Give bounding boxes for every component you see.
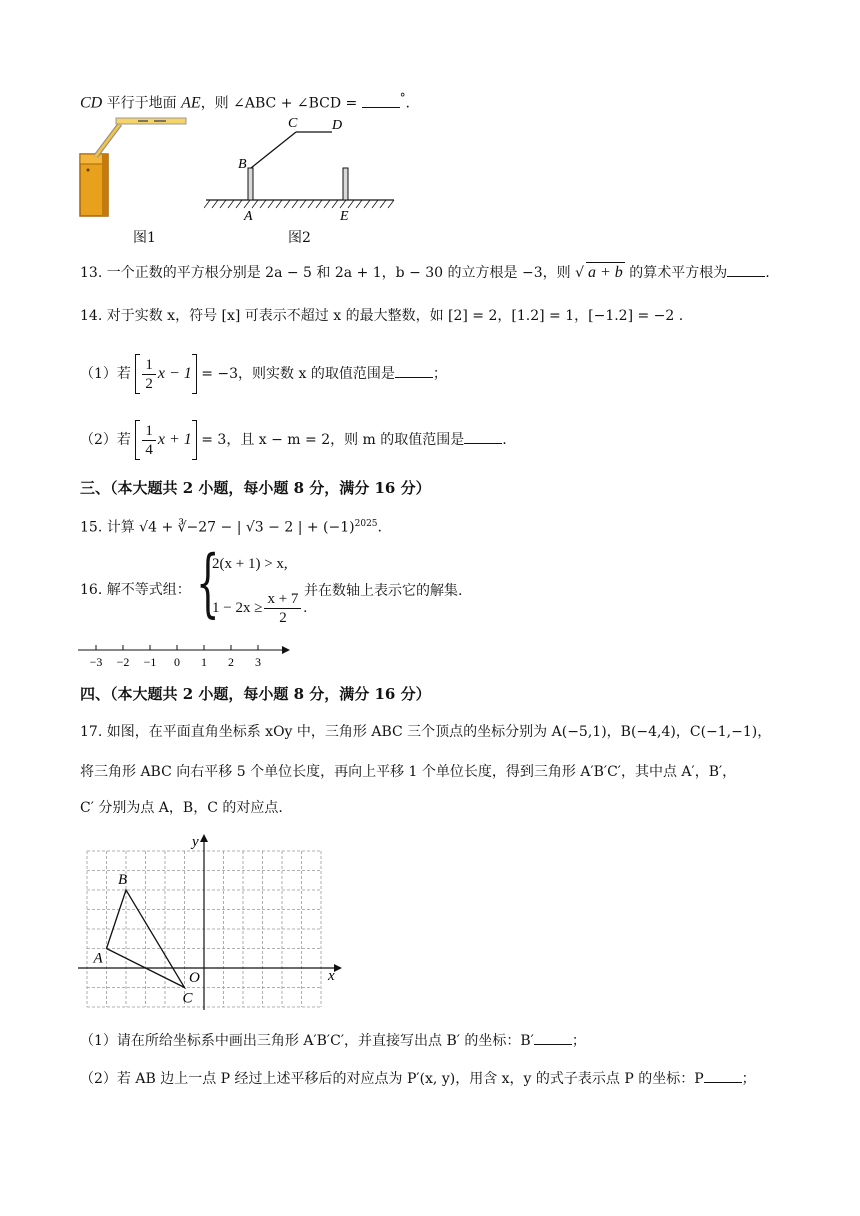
point-c-label: C [182, 990, 193, 1007]
q14-intro-text: 对于实数 x，符号 [x] 可表示不超过 x 的最大整数，如 [2] = 2，[1.2] = 1，[−1.2] = −2 . [106, 308, 684, 324]
q12-end: . [405, 95, 410, 112]
number-line-tick-label: 0 [174, 655, 180, 669]
q14-p1-end: ； [432, 366, 447, 382]
q16-eq2-end: . [303, 600, 308, 616]
y-axis-arrow [200, 834, 208, 842]
q17-p1-answer-blank[interactable] [534, 1030, 572, 1045]
question-13 [80, 262, 770, 283]
floor-bracket-2 [135, 420, 196, 460]
fraction-1-4: $\frac{1}{4}$ [142, 422, 156, 459]
segment-cd: CD [80, 94, 103, 112]
number-line[interactable] [76, 640, 296, 672]
floor-bracket-1 [135, 354, 196, 394]
number-line-tick-label: −1 [143, 655, 157, 669]
point-b-label: B [118, 872, 128, 888]
question-17-part-2 [80, 1068, 756, 1089]
q14-p2-answer-blank[interactable] [464, 429, 502, 444]
q13-answer-blank[interactable] [727, 262, 765, 277]
x-axis-label: x [328, 968, 335, 984]
q16-eq1: 2(x + 1) > x, [212, 556, 288, 572]
q15-exponent: 2025 [354, 519, 378, 529]
q14-p2-expr: x + 1 [157, 431, 192, 448]
q14-number: 14. [80, 308, 103, 324]
label-c: C [288, 116, 298, 131]
number-line-tick-label: −2 [116, 655, 130, 669]
figure-1-barrier-gate [76, 112, 196, 222]
q17-p2-text: （2）若 AB 边上一点 P 经过上述平移后的对应点为 P′(x, y)，用含 x，y 的式子表示点 P 的坐标：P [80, 1071, 704, 1087]
number-line-tick-label: 3 [255, 655, 261, 669]
q14-p1-answer-blank[interactable] [395, 363, 433, 378]
q12-mid-text: 平行于地面 [102, 95, 182, 112]
point-a-label: A [93, 950, 103, 967]
q13-text-2: 的算术平方根为 [624, 265, 728, 281]
question-17-line-1 [80, 722, 771, 742]
q16-after-text: 并在数轴上表示它的解集. [304, 583, 463, 599]
figure-2-diagram [204, 112, 404, 222]
q15-end: . [377, 519, 382, 536]
figure-2-caption: 图2 [288, 230, 311, 246]
label-e: E [340, 209, 349, 222]
q15-text: 计算 √4 + ∛−27 − | √3 − 2 | + (−1) [106, 519, 355, 536]
question-14-part-2 [80, 420, 507, 460]
degree-symbol: ° [399, 91, 406, 105]
section-4-heading: 四、（本大题共 2 小题，每小题 8 分，满分 16 分） [80, 685, 431, 703]
label-d: D [332, 118, 343, 133]
fraction-1-2: $\frac{1}{2}$ [142, 356, 156, 393]
question-15 [80, 514, 382, 538]
section-3-heading: 三、（本大题共 2 小题，每小题 8 分，满分 16 分） [80, 479, 431, 497]
q17-number: 17. [80, 724, 103, 740]
y-axis-label: y [192, 834, 199, 850]
q17-line1: 如图，在平面直角坐标系 xOy 中，三角形 ABC 三个顶点的坐标分别为 A(−5,1)，B(−4,4)，C(−1,−1)， [106, 724, 772, 740]
fraction-x7-2: $\frac{x + 7}{2}$ [264, 590, 301, 627]
q13-number: 13. [80, 265, 103, 281]
q17-p2-answer-blank[interactable] [704, 1068, 742, 1083]
question-14-intro [80, 306, 683, 326]
q16-number: 16. [80, 582, 103, 598]
x-axis-arrow [334, 964, 342, 972]
question-17-line-2: 将三角形 ABC 向右平移 5 个单位长度，再向上平移 1 个单位长度，得到三角形 A′B′C′，其中点 A′，B′， [80, 764, 737, 780]
q15-number: 15. [80, 519, 103, 536]
q13-sqrt-expr: a + b [587, 264, 623, 281]
label-a: A [244, 209, 253, 222]
q16-eq2-pre: 1 − 2x ≥ [212, 600, 263, 616]
q16-label: 解不等式组： [106, 582, 191, 598]
number-line-tick-label: −3 [89, 655, 103, 669]
sqrt-sign: √ [575, 265, 584, 281]
q14-p2-post: = 3，且 x − m = 2，则 m 的取值范围是 [201, 432, 465, 448]
question-17-part-1 [80, 1030, 586, 1051]
question-16-label [80, 580, 191, 600]
q12-tail-line [80, 88, 410, 114]
coordinate-grid[interactable] [76, 832, 346, 1012]
figure-1-caption: 图1 [133, 230, 156, 246]
segment-ae: AE [181, 94, 201, 112]
q13-end: . [765, 265, 770, 281]
q12-rest-text: ，则 ∠ABC + ∠BCD = [200, 95, 362, 112]
question-14-part-1 [80, 354, 447, 394]
number-line-tick-label: 1 [201, 655, 207, 669]
system-brace: { [196, 540, 220, 626]
q17-p1-end: ； [571, 1033, 586, 1049]
q17-p2-end: ； [741, 1071, 756, 1087]
q13-text-1: 一个正数的平方根分别是 2a − 5 和 2a + 1，b − 30 的立方根是 −3，则 [106, 265, 576, 281]
label-b: B [238, 157, 247, 172]
origin-label: O [189, 970, 200, 986]
q14-p1-pre: （1）若 [80, 366, 131, 382]
q14-p2-end: . [502, 432, 507, 448]
question-17-line-3: C′ 分别为点 A，B，C 的对应点. [80, 800, 283, 816]
q17-p1-text: （1）请在所给坐标系中画出三角形 A′B′C′，并直接写出点 B′ 的坐标：B′ [80, 1033, 534, 1049]
q14-p1-post: = −3，则实数 x 的取值范围是 [201, 366, 395, 382]
number-line-tick-label: 2 [228, 655, 234, 669]
q16-eq2 [212, 590, 307, 627]
q12-answer-blank[interactable] [362, 93, 400, 108]
q14-p2-pre: （2）若 [80, 432, 131, 448]
q14-p1-expr: x − 1 [157, 365, 192, 382]
